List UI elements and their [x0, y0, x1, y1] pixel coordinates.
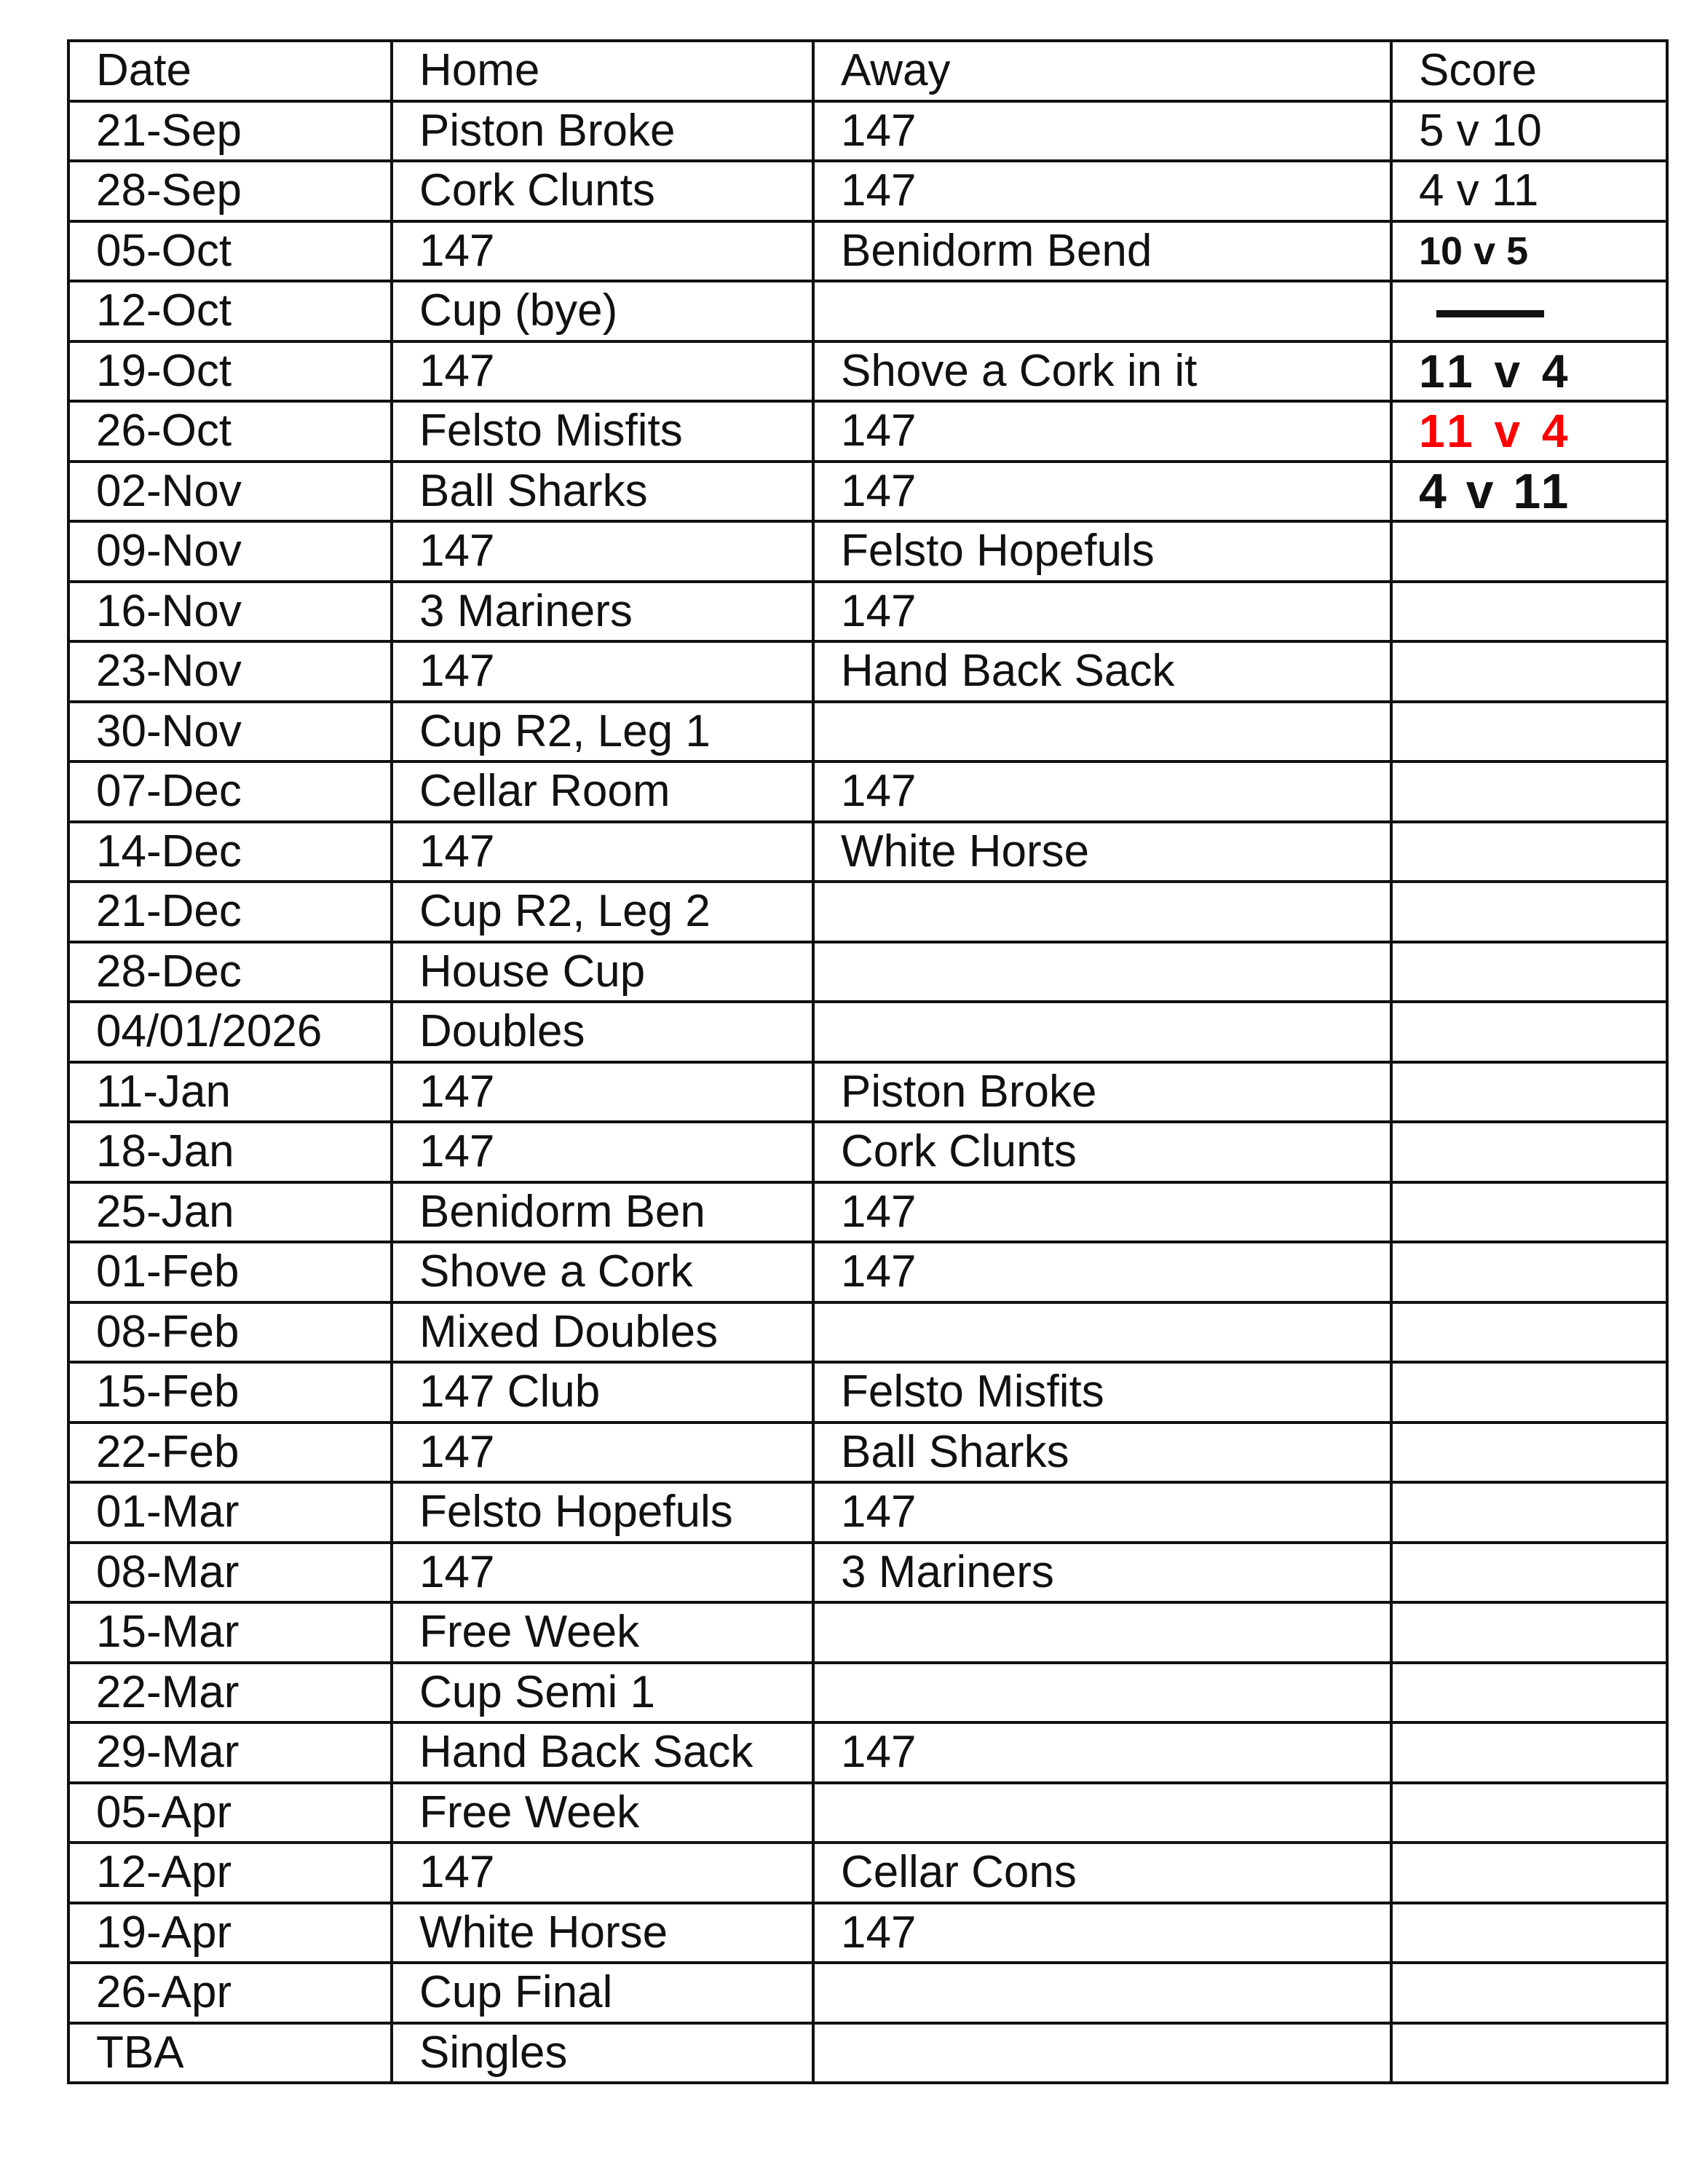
table-row: [68, 161, 1667, 221]
cell-away: 147: [813, 1903, 1391, 1963]
cell-away: 147: [813, 462, 1391, 522]
cell-away: [813, 1302, 1391, 1363]
cell-home: Free Week: [392, 1783, 813, 1843]
table-row: [68, 1122, 1667, 1182]
cell-home: Cork Clunts: [392, 161, 813, 221]
table-row: [68, 702, 1667, 762]
cell-date: 04/01/2026: [68, 1002, 392, 1062]
cell-away: Shove a Cork in it: [813, 341, 1391, 402]
cell-score: [1391, 882, 1667, 942]
cell-away: [813, 702, 1391, 762]
fixtures-table: [67, 39, 1669, 2084]
table-row: [68, 1602, 1667, 1663]
table-row: [68, 1362, 1667, 1423]
cell-score: [1391, 582, 1667, 642]
cell-date: 09-Nov: [68, 521, 392, 582]
table-row: [68, 1663, 1667, 1723]
cell-away: Cellar Cons: [813, 1843, 1391, 1903]
table-row: [68, 341, 1667, 402]
header-away: Away: [813, 41, 1391, 101]
cell-date: 12-Oct: [68, 281, 392, 341]
cell-away: Hand Back Sack: [813, 641, 1391, 702]
cell-away: [813, 1602, 1391, 1663]
cell-away: [813, 281, 1391, 341]
cell-home: Benidorm Ben: [392, 1182, 813, 1243]
cell-home: 147: [392, 1062, 813, 1123]
cell-date: 19-Oct: [68, 341, 392, 402]
cell-score: [1391, 1543, 1667, 1603]
cell-date: 18-Jan: [68, 1122, 392, 1182]
cell-score: [1391, 1302, 1667, 1363]
cell-home: 147: [392, 641, 813, 702]
cell-score: [1391, 641, 1667, 702]
cell-date: 15-Mar: [68, 1602, 392, 1663]
table-row: [68, 1722, 1667, 1783]
cell-score: [1391, 1963, 1667, 2023]
cell-date: 22-Mar: [68, 1663, 392, 1723]
cell-away: [813, 1002, 1391, 1062]
cell-away: 147: [813, 1182, 1391, 1243]
cell-date: 25-Jan: [68, 1182, 392, 1243]
cell-away: Felsto Hopefuls: [813, 521, 1391, 582]
table-row: [68, 281, 1667, 341]
cell-date: 12-Apr: [68, 1843, 392, 1903]
table-row: [68, 1002, 1667, 1062]
cell-home: 147: [392, 1543, 813, 1603]
cell-away: [813, 2023, 1391, 2084]
cell-score: [1391, 281, 1667, 341]
cell-home: 147: [392, 1122, 813, 1182]
cell-score: [1391, 942, 1667, 1002]
cell-date: 16-Nov: [68, 582, 392, 642]
cell-date: 19-Apr: [68, 1903, 392, 1963]
cell-away: 147: [813, 761, 1391, 822]
table-row: [68, 1423, 1667, 1483]
cell-date: 02-Nov: [68, 462, 392, 522]
cell-home: House Cup: [392, 942, 813, 1002]
cell-away: Benidorm Bend: [813, 221, 1391, 282]
cell-date: 05-Oct: [68, 221, 392, 282]
cell-score: [1391, 1903, 1667, 1963]
table-row: [68, 101, 1667, 162]
header-score: Score: [1391, 41, 1667, 101]
table-row: [68, 1783, 1667, 1843]
cell-date: 05-Apr: [68, 1783, 392, 1843]
table-row: [68, 221, 1667, 282]
cell-home: 147 Club: [392, 1362, 813, 1423]
header-date: Date: [68, 41, 392, 101]
cell-home: Hand Back Sack: [392, 1722, 813, 1783]
cell-home: Cup Semi 1: [392, 1663, 813, 1723]
cell-away: 147: [813, 401, 1391, 462]
cell-date: 23-Nov: [68, 641, 392, 702]
cell-home: Ball Sharks: [392, 462, 813, 522]
cell-score: 11 v 4: [1391, 341, 1667, 402]
cell-home: 3 Mariners: [392, 582, 813, 642]
cell-away: 3 Mariners: [813, 1543, 1391, 1603]
cell-score: [1391, 702, 1667, 762]
cell-date: 01-Feb: [68, 1242, 392, 1302]
cell-away: Felsto Misfits: [813, 1362, 1391, 1423]
table-row: [68, 401, 1667, 462]
cell-score: [1391, 521, 1667, 582]
cell-home: Singles: [392, 2023, 813, 2084]
cell-away: 147: [813, 1242, 1391, 1302]
cell-score: [1391, 1843, 1667, 1903]
cell-date: 21-Dec: [68, 882, 392, 942]
cell-date: 28-Sep: [68, 161, 392, 221]
cell-date: 30-Nov: [68, 702, 392, 762]
cell-home: 147: [392, 341, 813, 402]
cell-score: 11 v 4: [1391, 401, 1667, 462]
table-row: [68, 1843, 1667, 1903]
cell-away: [813, 1963, 1391, 2023]
cell-home: White Horse: [392, 1903, 813, 1963]
cell-home: 147: [392, 1423, 813, 1483]
header-home: Home: [392, 41, 813, 101]
cell-score: [1391, 1663, 1667, 1723]
cell-score: 4 v 11: [1391, 462, 1667, 522]
cell-away: 147: [813, 101, 1391, 162]
cell-date: 08-Mar: [68, 1543, 392, 1603]
table-row: [68, 942, 1667, 1002]
cell-home: Cellar Room: [392, 761, 813, 822]
cell-away: Piston Broke: [813, 1062, 1391, 1123]
cell-score: [1391, 1602, 1667, 1663]
cell-home: Felsto Hopefuls: [392, 1482, 813, 1543]
cell-score: 4 v 11: [1391, 161, 1667, 221]
cell-date: 26-Apr: [68, 1963, 392, 2023]
cell-score: [1391, 1242, 1667, 1302]
table-row: [68, 882, 1667, 942]
table-row: [68, 462, 1667, 522]
cell-score: [1391, 1482, 1667, 1543]
cell-home: Piston Broke: [392, 101, 813, 162]
cell-away: [813, 1663, 1391, 1723]
cell-score: [1391, 1722, 1667, 1783]
cell-away: Cork Clunts: [813, 1122, 1391, 1182]
table-row: [68, 1543, 1667, 1603]
cell-date: 01-Mar: [68, 1482, 392, 1543]
table-row: [68, 1482, 1667, 1543]
cell-score: [1391, 1062, 1667, 1123]
cell-score: [1391, 1783, 1667, 1843]
table-row: [68, 1242, 1667, 1302]
cell-home: 147: [392, 521, 813, 582]
cell-score: [1391, 1122, 1667, 1182]
table-row: [68, 1062, 1667, 1123]
cell-score: [1391, 2023, 1667, 2084]
table-row: [68, 521, 1667, 582]
cell-home: Cup R2, Leg 1: [392, 702, 813, 762]
cell-away: [813, 1783, 1391, 1843]
cell-date: 11-Jan: [68, 1062, 392, 1123]
cell-date: 21-Sep: [68, 101, 392, 162]
cell-away: White Horse: [813, 822, 1391, 882]
cell-away: 147: [813, 1722, 1391, 1783]
cell-away: 147: [813, 161, 1391, 221]
cell-score: [1391, 1002, 1667, 1062]
cell-date: 08-Feb: [68, 1302, 392, 1363]
cell-date: 29-Mar: [68, 1722, 392, 1783]
cell-score: [1391, 822, 1667, 882]
cell-score: [1391, 1362, 1667, 1423]
cell-date: 15-Feb: [68, 1362, 392, 1423]
cell-date: 22-Feb: [68, 1423, 392, 1483]
header-row: [68, 41, 1667, 101]
table-row: [68, 1302, 1667, 1363]
cell-home: Cup Final: [392, 1963, 813, 2023]
cell-home: 147: [392, 1843, 813, 1903]
cell-home: Cup (bye): [392, 281, 813, 341]
table-row: [68, 582, 1667, 642]
cell-date: 07-Dec: [68, 761, 392, 822]
cell-away: [813, 882, 1391, 942]
table-row: [68, 1182, 1667, 1243]
cell-date: 26-Oct: [68, 401, 392, 462]
cell-date: 28-Dec: [68, 942, 392, 1002]
table-row: [68, 761, 1667, 822]
cell-home: Shove a Cork: [392, 1242, 813, 1302]
cell-away: 147: [813, 1482, 1391, 1543]
no-score-dash: [1436, 310, 1544, 317]
cell-away: 147: [813, 582, 1391, 642]
cell-home: Felsto Misfits: [392, 401, 813, 462]
cell-home: 147: [392, 822, 813, 882]
table-row: [68, 2023, 1667, 2084]
cell-away: [813, 942, 1391, 1002]
cell-score: 10 v 5: [1391, 221, 1667, 282]
table-row: [68, 822, 1667, 882]
cell-score: [1391, 1423, 1667, 1483]
cell-score: [1391, 1182, 1667, 1243]
cell-home: Doubles: [392, 1002, 813, 1062]
cell-score: 5 v 10: [1391, 101, 1667, 162]
cell-home: Free Week: [392, 1602, 813, 1663]
cell-home: 147: [392, 221, 813, 282]
cell-score: [1391, 761, 1667, 822]
cell-home: Mixed Doubles: [392, 1302, 813, 1363]
cell-home: Cup R2, Leg 2: [392, 882, 813, 942]
cell-date: TBA: [68, 2023, 392, 2084]
cell-away: Ball Sharks: [813, 1423, 1391, 1483]
table-row: [68, 1903, 1667, 1963]
cell-date: 14-Dec: [68, 822, 392, 882]
table-row: [68, 1963, 1667, 2023]
table-row: [68, 641, 1667, 702]
